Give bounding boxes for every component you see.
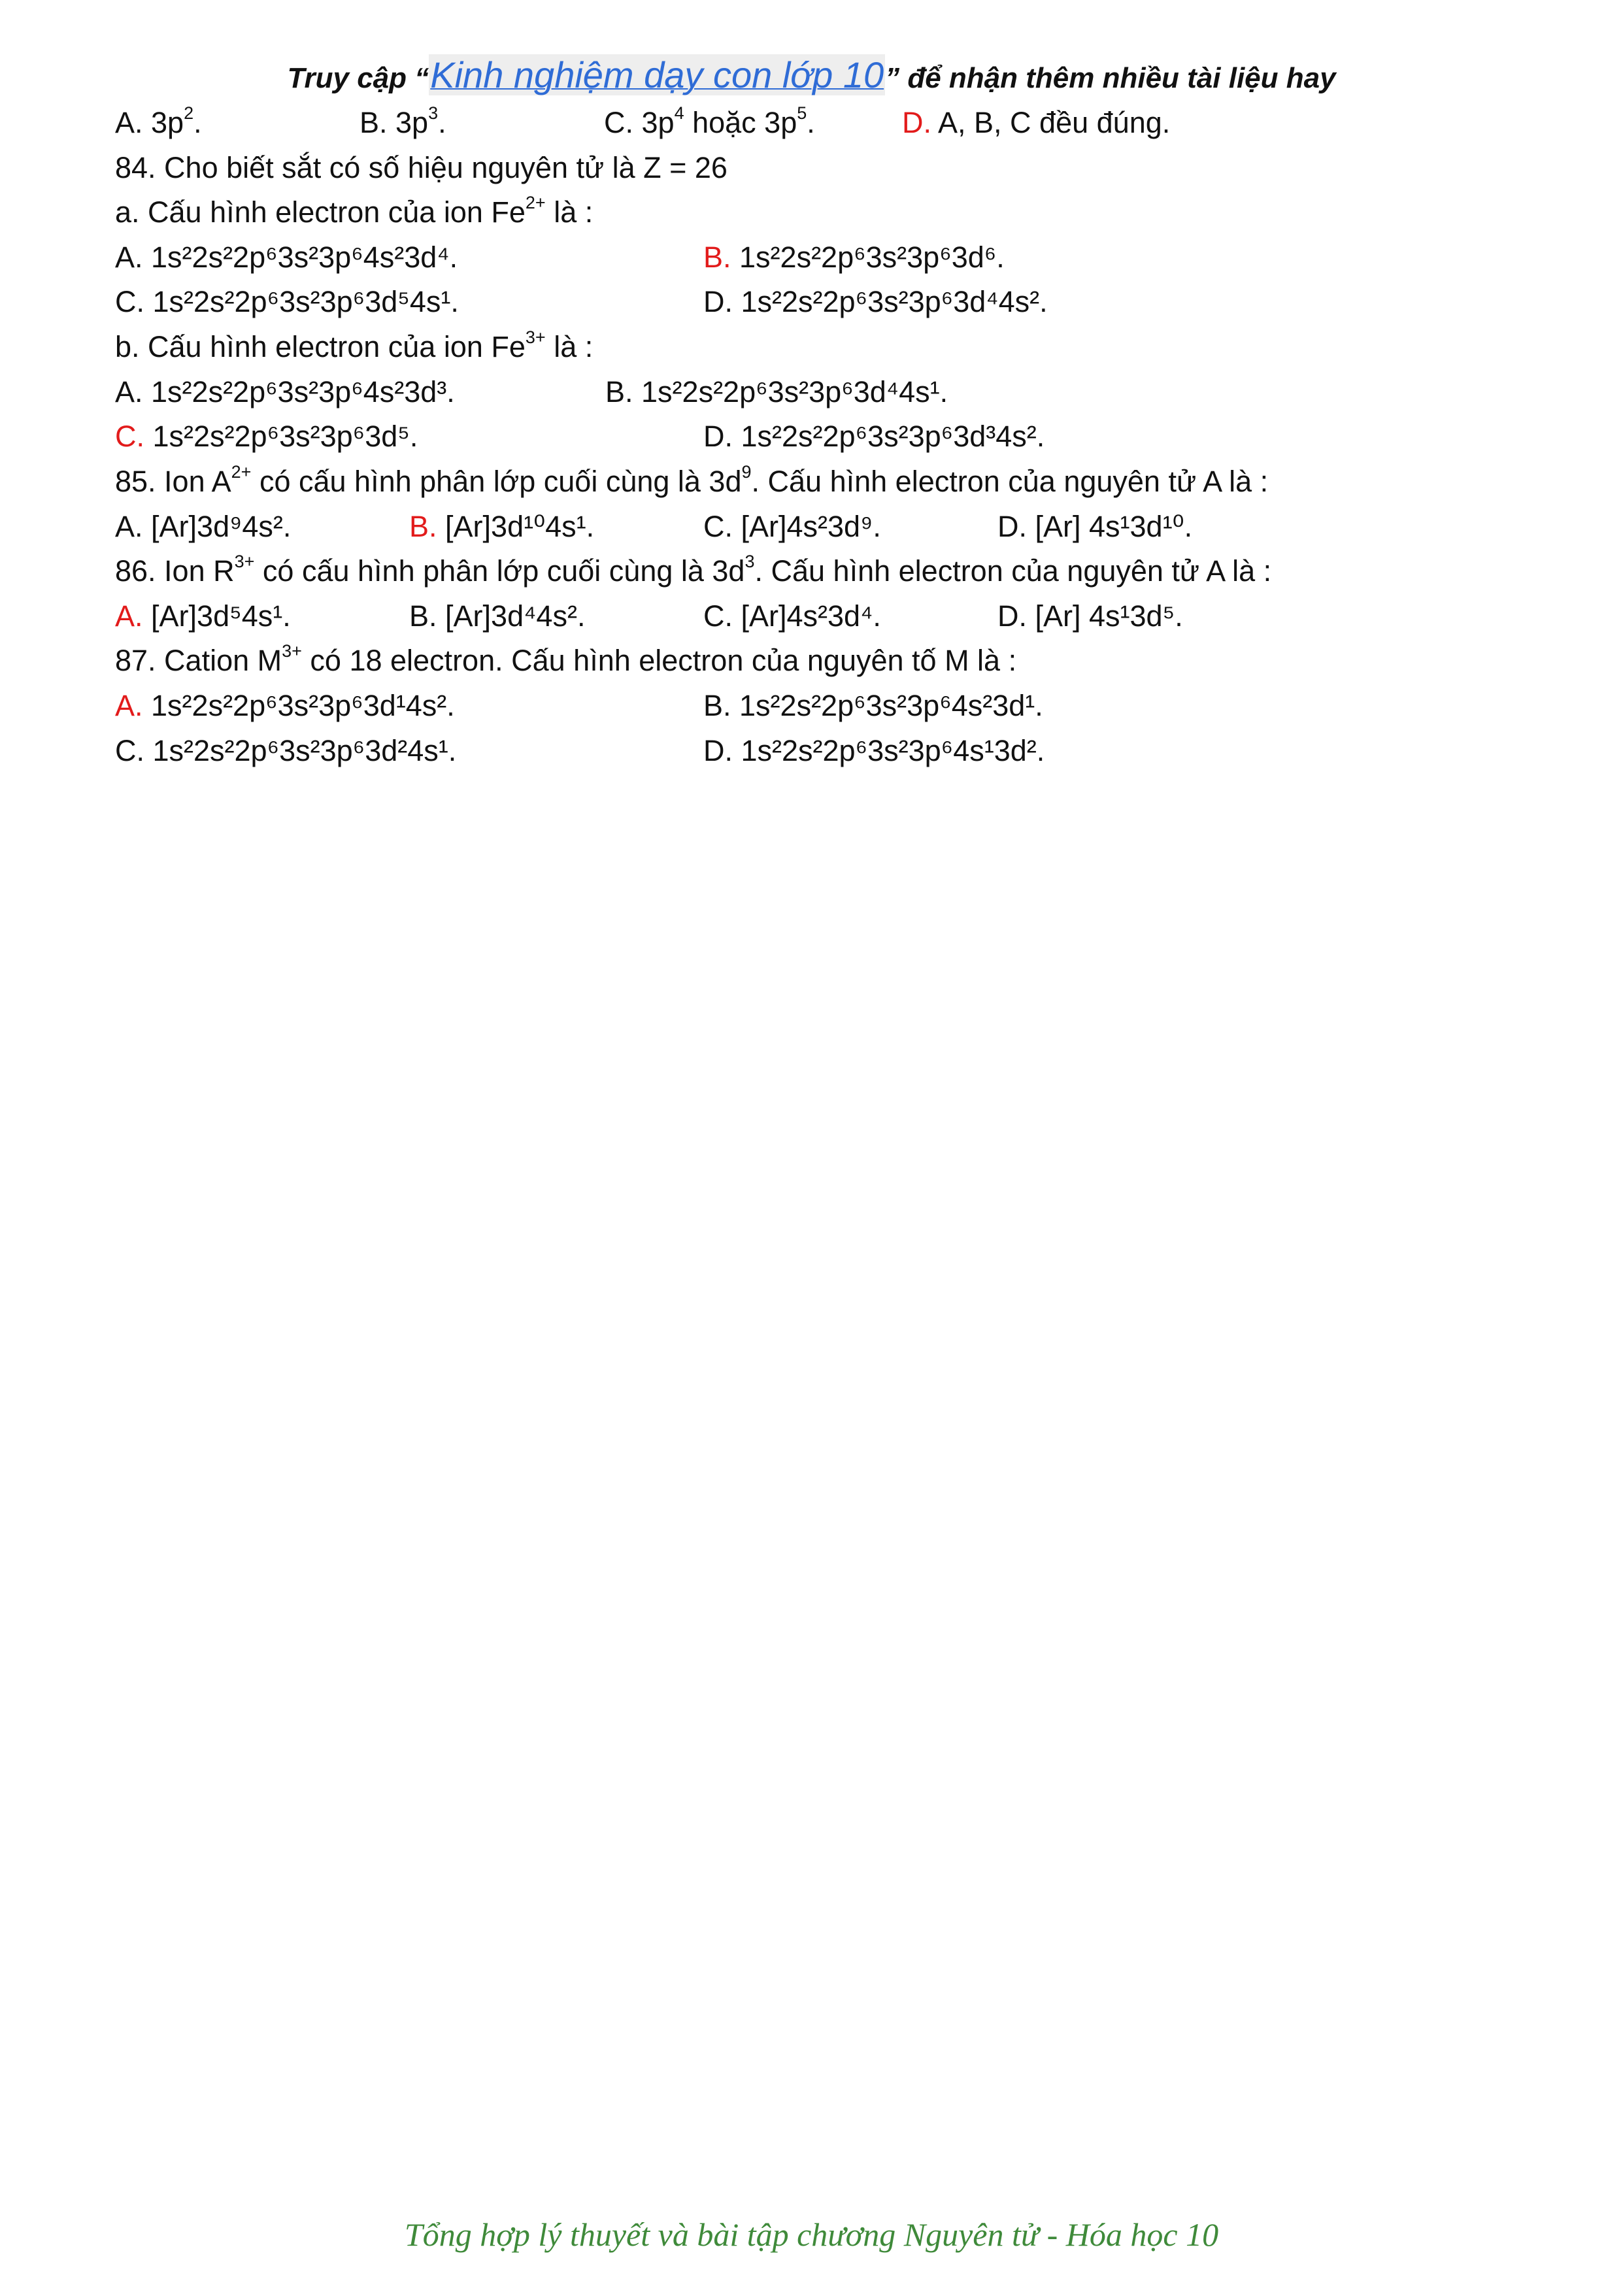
option-text: 1s²2s²2p⁶3s²3p⁶3d⁶. (731, 241, 1005, 274)
q87-option-a (115, 686, 455, 725)
answer-label: A. (115, 599, 143, 633)
q84b-stem (115, 327, 593, 367)
stem-text: b. Cấu hình electron của ion Fe (115, 330, 526, 363)
superscript: 3 (428, 103, 439, 123)
option-text: 1s²2s²2p⁶3s²3p⁶3d¹4s². (142, 689, 455, 722)
option-label: C. (604, 106, 633, 139)
option-text: [Ar]3d⁴4s². (437, 599, 586, 633)
option-text: 3p (142, 106, 184, 139)
option-text: 1s²2s²2p⁶3s²3p⁶4s²3d⁴. (142, 241, 458, 274)
answer-label: B. (703, 241, 731, 274)
option-text: . (807, 106, 815, 139)
q87-option-b (703, 686, 1043, 725)
answer-label: B. (409, 510, 437, 543)
header-prefix: Truy cập “ (287, 62, 429, 94)
option-text: [Ar]3d⁵4s¹. (142, 599, 291, 633)
answer-label: C. (115, 420, 144, 453)
option-text: 1s²2s²2p⁶3s²3p⁶4s²3d¹. (731, 689, 1043, 722)
q84a-option-a (115, 238, 458, 277)
option-text: 1s²2s²2p⁶3s²3p⁶3d⁵. (144, 420, 418, 453)
q85-option-b (409, 507, 594, 546)
option-text: [Ar] 4s¹3d⁵. (1027, 599, 1183, 633)
option-label: B. (409, 599, 437, 633)
option-text: [Ar]3d¹⁰4s¹. (437, 510, 595, 543)
stem-text: 86. Ion R (115, 554, 235, 588)
option-label: D. (997, 599, 1027, 633)
q85-option-d (997, 507, 1192, 546)
option-text: . (193, 106, 202, 139)
stem-text: 85. Ion A (115, 465, 231, 498)
option-label: A. (115, 375, 143, 408)
option-label: C. (703, 599, 733, 633)
option-label: D. (703, 285, 733, 318)
q83-option-b (360, 103, 446, 142)
stem-text: là : (545, 330, 594, 363)
option-text: 1s²2s²2p⁶3s²3p⁶3d²4s¹. (144, 734, 457, 767)
q87-option-d (703, 731, 1045, 771)
option-label: A. (115, 510, 143, 543)
q83-option-d (902, 103, 1170, 142)
option-text: A, B, C đều đúng. (931, 106, 1171, 139)
option-text: [Ar]4s²3d⁴. (733, 599, 881, 633)
q84a-option-c (115, 282, 459, 322)
stem-text: 87. Cation M (115, 644, 282, 677)
answer-label: A. (115, 689, 143, 722)
option-text: 3p (633, 106, 675, 139)
q84a-stem (115, 193, 593, 232)
option-text: [Ar]4s²3d⁹. (733, 510, 881, 543)
superscript: 3+ (234, 551, 255, 571)
option-text: 3p (387, 106, 429, 139)
option-text: . (438, 106, 446, 139)
option-label: C. (115, 285, 144, 318)
header-suffix: ” để nhận thêm nhiều tài liệu hay (885, 62, 1336, 94)
q83-option-c (604, 103, 815, 142)
superscript: 3 (745, 551, 755, 571)
superscript: 3+ (525, 327, 546, 347)
superscript: 2+ (525, 192, 546, 212)
option-label: C. (115, 734, 144, 767)
q86-option-a (115, 597, 291, 636)
q87-stem (115, 641, 1016, 680)
stem-text: . Cấu hình electron của nguyên tử A là : (754, 554, 1272, 588)
superscript: 4 (674, 103, 684, 123)
option-label: C. (703, 510, 733, 543)
page-footer: Tổng hợp lý thuyết và bài tập chương Nguyên tử - Hóa học 10 (404, 2216, 1219, 2253)
stem-text: có cấu hình phân lớp cuối cùng là 3d (254, 554, 745, 588)
q86-option-c (703, 597, 881, 636)
q84b-option-b (605, 373, 948, 412)
superscript: 3+ (282, 641, 302, 661)
q84-stem: 84. Cho biết sắt có số hiệu nguyên tử là Z = 26 (115, 151, 728, 184)
q87-option-c (115, 731, 456, 771)
q85-stem (115, 462, 1268, 501)
superscript: 9 (741, 461, 752, 482)
q84b-option-a (115, 373, 455, 412)
option-text: 1s²2s²2p⁶3s²3p⁶3d⁵4s¹. (144, 285, 459, 318)
option-label: A. (115, 241, 143, 274)
q84a-option-b (703, 238, 1005, 277)
superscript: 2 (184, 103, 194, 123)
option-label: B. (703, 689, 731, 722)
q83-option-a (115, 103, 202, 142)
option-label: B. (605, 375, 633, 408)
page-header (0, 54, 1623, 96)
option-text: 1s²2s²2p⁶3s²3p⁶4s¹3d². (733, 734, 1045, 767)
option-label: A. (115, 106, 143, 139)
stem-text: . Cấu hình electron của nguyên tử A là : (751, 465, 1269, 498)
q85-option-c (703, 507, 881, 546)
option-text: [Ar] 4s¹3d¹⁰. (1027, 510, 1193, 543)
q86-option-b (409, 597, 585, 636)
option-text: hoặc 3p (684, 106, 797, 139)
q84a-option-d (703, 282, 1048, 322)
option-text: 1s²2s²2p⁶3s²3p⁶3d⁴4s². (733, 285, 1048, 318)
superscript: 5 (797, 103, 807, 123)
option-label: B. (360, 106, 388, 139)
stem-text: a. Cấu hình electron của ion Fe (115, 195, 526, 229)
option-label: D. (703, 420, 733, 453)
option-text: 1s²2s²2p⁶3s²3p⁶3d⁴4s¹. (633, 375, 948, 408)
q86-stem (115, 552, 1271, 591)
option-label: D. (703, 734, 733, 767)
option-label: D. (997, 510, 1027, 543)
q84b-option-c (115, 417, 418, 456)
q85-option-a (115, 507, 291, 546)
header-link[interactable]: Kinh nghiệm dạy con lớp 10 (430, 54, 884, 95)
answer-label: D. (902, 106, 931, 139)
option-text: [Ar]3d⁹4s². (142, 510, 292, 543)
option-text: 1s²2s²2p⁶3s²3p⁶3d³4s². (733, 420, 1045, 453)
q86-option-d (997, 597, 1183, 636)
stem-text: là : (545, 195, 594, 229)
stem-text: có 18 electron. Cấu hình electron của nguyên tố M là : (301, 644, 1017, 677)
option-text: 1s²2s²2p⁶3s²3p⁶4s²3d³. (142, 375, 455, 408)
superscript: 2+ (231, 461, 252, 482)
q84b-option-d (703, 417, 1045, 456)
stem-text: có cấu hình phân lớp cuối cùng là 3d (251, 465, 742, 498)
